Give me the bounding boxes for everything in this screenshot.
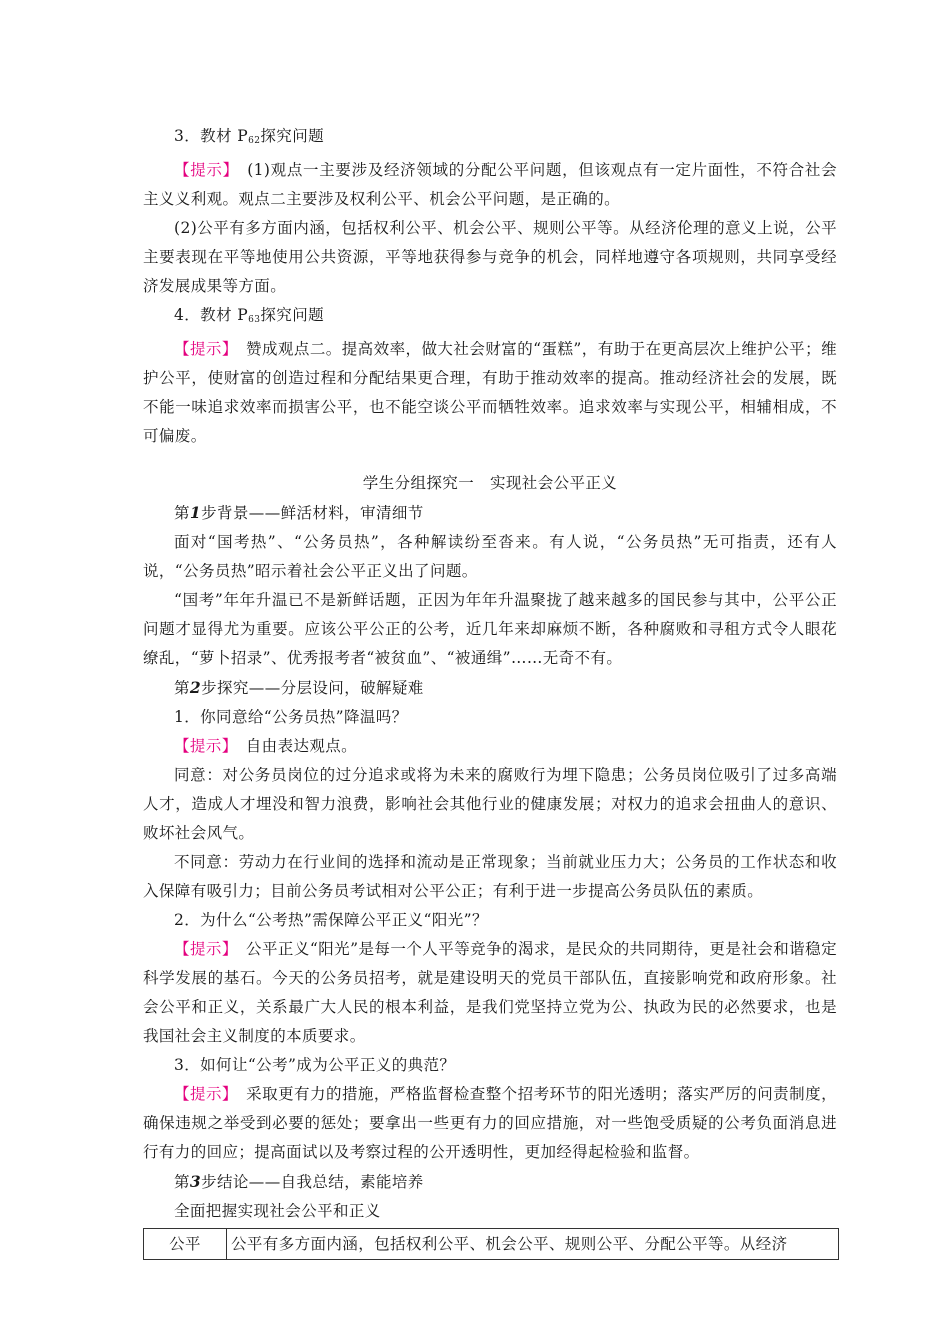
material-paragraph: “国考”年年升温已不是新鲜话题，正因为年年升温聚拢了越来越多的国民参与其中，公平公正问题才显得尤为重要。应该公平公正的公考，近几年来却麻烦不断，各种腐败和寻租方式令人眼花缭乱，“萝卜招录”、优秀报考者“被贫血”、“被通缉”……无奇不有。 (143, 591, 837, 667)
section-title: 学生分组探究一 实现社会公平正义 (362, 474, 618, 492)
hint-label: 【提示】 (174, 161, 232, 179)
hint-paragraph: 【提示】 采取更有力的措施，严格监督检查整个招考环节的阳光透明；落实严厉的问责制度，确保违规之举受到必要的惩处；要拿出一些更有力的回应措施，对一些饱受质疑的公考负面消息进行有力的回应；提高面试以及考察过程的公开透明性，更加经得起检验和监督。 (143, 1085, 837, 1161)
hint-paragraph: 【提示】 赞成观点二。提高效率，做大社会财富的“蛋糕”，有助于在更高层次上维护公平；维护公平，使财富的创造过程和分配结果更合理，有助于推动效率的提高。推动经济社会的发展，既不能一味追求效率而损害公平，也不能空谈公平而牺牲效率。追求效率与实现公平，相辅相成，不可偏废。 (143, 340, 837, 445)
hint-paragraph: 【提示】 自由表达观点。 (174, 737, 358, 755)
question-text: 3．如何让“公考”成为公平正义的典范？ (174, 1056, 456, 1074)
question-heading: 4．教材 $P_{63}$探究问题 (174, 306, 325, 325)
table-cell-text: 公平有多方面内涵，包括权利公平、机会公平、规则公平、分配公平等。从经济 (227, 1229, 839, 1260)
table-row (144, 1229, 839, 1260)
hint-paragraph: 【提示】 公平正义“阳光”是每一个人平等竞争的渴求，是民众的共同期待，更是社会和谐稳定科学发展的基石。今天的公务员招考，就是建设明天的党员干部队伍，直接影响党和政府形象。社会公平和正义，关系最广大人民的根本利益，是我们党坚持立党为公、执政为民的必然要求，也是我国社会主义制度的本质要求。 (143, 940, 837, 1045)
material-paragraph: 面对“国考热”、“公务员热”，各种解读纷至沓来。有人说，“公务员热”无可指责，还有人说，“公务员热”昭示着社会公平正义出了问题。 (143, 533, 837, 580)
table-cell-label: 公平 (144, 1229, 227, 1260)
hint-label: 【提示】 (174, 1085, 231, 1103)
step-heading: 第1步背景——鲜活材料，审清细节 (174, 503, 424, 522)
answer-paragraph: (2)公平有多方面内涵，包括权利公平、机会公平、规则公平等。从经济伦理的意义上说，公平主要表现在平等地使用公共资源，平等地获得参与竞争的机会，同样地遵守各项规则，共同享受经济发展成果等方面。 (143, 219, 837, 295)
answer-paragraph: 不同意：劳动力在行业间的选择和流动是正常现象；当前就业压力大；公务员的工作状态和收入保障有吸引力；目前公务员考试相对公平公正；有利于进一步提高公务员队伍的素质。 (143, 853, 837, 900)
hint-label: 【提示】 (174, 737, 230, 755)
document-body (143, 122, 837, 1260)
summary-table (143, 1228, 839, 1260)
question-text: 2．为什么“公考热”需保障公平正义“阳光”？ (174, 911, 488, 929)
summary-title: 全面把握实现社会公平和正义 (174, 1202, 381, 1220)
hint-label: 【提示】 (174, 340, 231, 358)
hint-label: 【提示】 (174, 940, 231, 958)
step-heading: 第3步结论——自我总结，素能培养 (174, 1172, 424, 1191)
answer-paragraph: 同意：对公务员岗位的过分追求或将为未来的腐败行为埋下隐患；公务员岗位吸引了过多高端人才，造成人才埋没和智力浪费，影响社会其他行业的健康发展；对权力的追求会扭曲人的意识、败坏社会风气。 (143, 766, 837, 842)
question-text: 1．你同意给“公务员热”降温吗？ (174, 708, 408, 726)
hint-paragraph: 【提示】 (1)观点一主要涉及经济领域的分配公平问题，但该观点有一定片面性，不符合社会主义义利观。观点二主要涉及权利公平、机会公平问题，是正确的。 (143, 161, 837, 208)
question-heading: 3．教材 $P_{62}$探究问题 (174, 127, 325, 146)
step-heading: 第2步探究——分层设问，破解疑难 (174, 678, 424, 697)
